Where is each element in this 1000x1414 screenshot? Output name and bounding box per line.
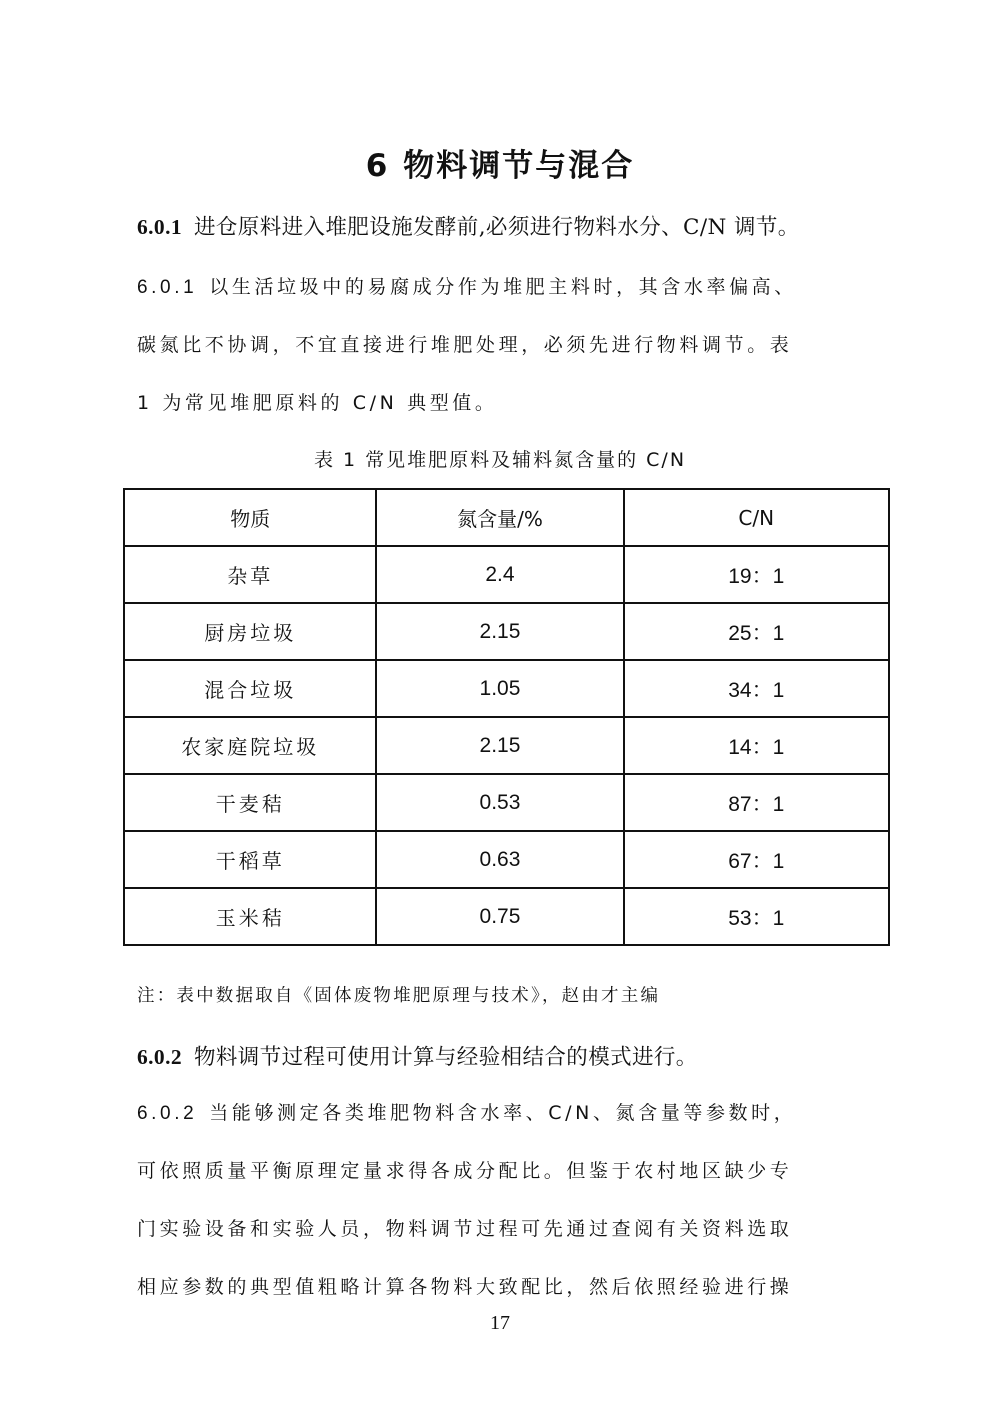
table-row (124, 660, 889, 717)
header-substance: 物质 (124, 489, 376, 546)
cell-substance: 混合垃圾 (124, 660, 376, 717)
comment-6-0-1-line-2: 碳氮比不协调，不宜直接进行堆肥处理，必须先进行物料调节。表 (137, 334, 793, 356)
cell-nitrogen: 0.53 (376, 774, 623, 831)
cell-nitrogen: 2.15 (376, 603, 623, 660)
table-row (124, 774, 889, 831)
comment-6-0-2-line-3: 门实验设备和实验人员，物料调节过程可先通过查阅有关资料选取 (137, 1218, 793, 1240)
cell-substance: 杂草 (124, 546, 376, 603)
comment-6-0-2-line-4: 相应参数的典型值粗略计算各物料大致配比，然后依照经验进行操 (137, 1276, 793, 1298)
table-row (124, 888, 889, 945)
nitrogen-cn-table (123, 488, 890, 946)
table-row (124, 717, 889, 774)
section-title-text: 物料调节与混合 (403, 148, 635, 184)
table-row (124, 831, 889, 888)
comment-6-0-2-line-2: 可依照质量平衡原理定量求得各成分配比。但鉴于农村地区缺少专 (137, 1160, 793, 1182)
cell-substance: 干稻草 (124, 831, 376, 888)
clause-6-0-2 (137, 1040, 877, 1071)
table-row (124, 603, 889, 660)
table-note: 注：表中数据取自《固体废物堆肥原理与技术》，赵由才主编 (137, 986, 661, 1006)
clause-number: 6.0.1 (137, 215, 182, 239)
cell-cn: 19：1 (624, 546, 889, 603)
cell-cn: 34：1 (624, 660, 889, 717)
clause-text: 进仓原料进入堆肥设施发酵前,必须进行物料水分、C/N 调节。 (194, 215, 800, 240)
comment-number: 6.0.1 (137, 277, 198, 298)
page-number: 17 (490, 1312, 510, 1334)
cell-cn: 87：1 (624, 774, 889, 831)
section-title (0, 140, 1000, 185)
cell-nitrogen: 2.4 (376, 546, 623, 603)
table-row (124, 546, 889, 603)
cell-substance: 玉米秸 (124, 888, 376, 945)
comment-6-0-1-line-1 (137, 272, 877, 299)
header-cn: C/N (624, 489, 889, 546)
cell-nitrogen: 2.15 (376, 717, 623, 774)
cell-nitrogen: 0.63 (376, 831, 623, 888)
cell-cn: 67：1 (624, 831, 889, 888)
cell-cn: 25：1 (624, 603, 889, 660)
cell-nitrogen: 1.05 (376, 660, 623, 717)
clause-6-0-1 (137, 210, 877, 241)
section-number: 6 (365, 148, 390, 184)
table-caption: 表 1 常见堆肥原料及辅料氮含量的 C/N (313, 449, 687, 471)
table-header-row (124, 489, 889, 546)
cell-nitrogen: 0.75 (376, 888, 623, 945)
comment-6-0-2-line-1 (137, 1098, 877, 1125)
cell-substance: 厨房垃圾 (124, 603, 376, 660)
cell-cn: 14：1 (624, 717, 889, 774)
comment-text: 以生活垃圾中的易腐成分作为堆肥主料时，其含水率偏高、 (209, 276, 797, 298)
clause-number: 6.0.2 (137, 1045, 182, 1069)
comment-number: 6.0.2 (137, 1103, 198, 1124)
cell-substance: 干麦秸 (124, 774, 376, 831)
clause-text: 物料调节过程可使用计算与经验相结合的模式进行。 (194, 1045, 698, 1070)
header-nitrogen: 氮含量/% (376, 489, 623, 546)
cell-cn: 53：1 (624, 888, 889, 945)
comment-6-0-1-line-3: 1 为常见堆肥原料的 C/N 典型值。 (137, 392, 498, 414)
comment-text: 当能够测定各类堆肥物料含水率、C/N、氮含量等参数时， (209, 1102, 797, 1124)
cell-substance: 农家庭院垃圾 (124, 717, 376, 774)
